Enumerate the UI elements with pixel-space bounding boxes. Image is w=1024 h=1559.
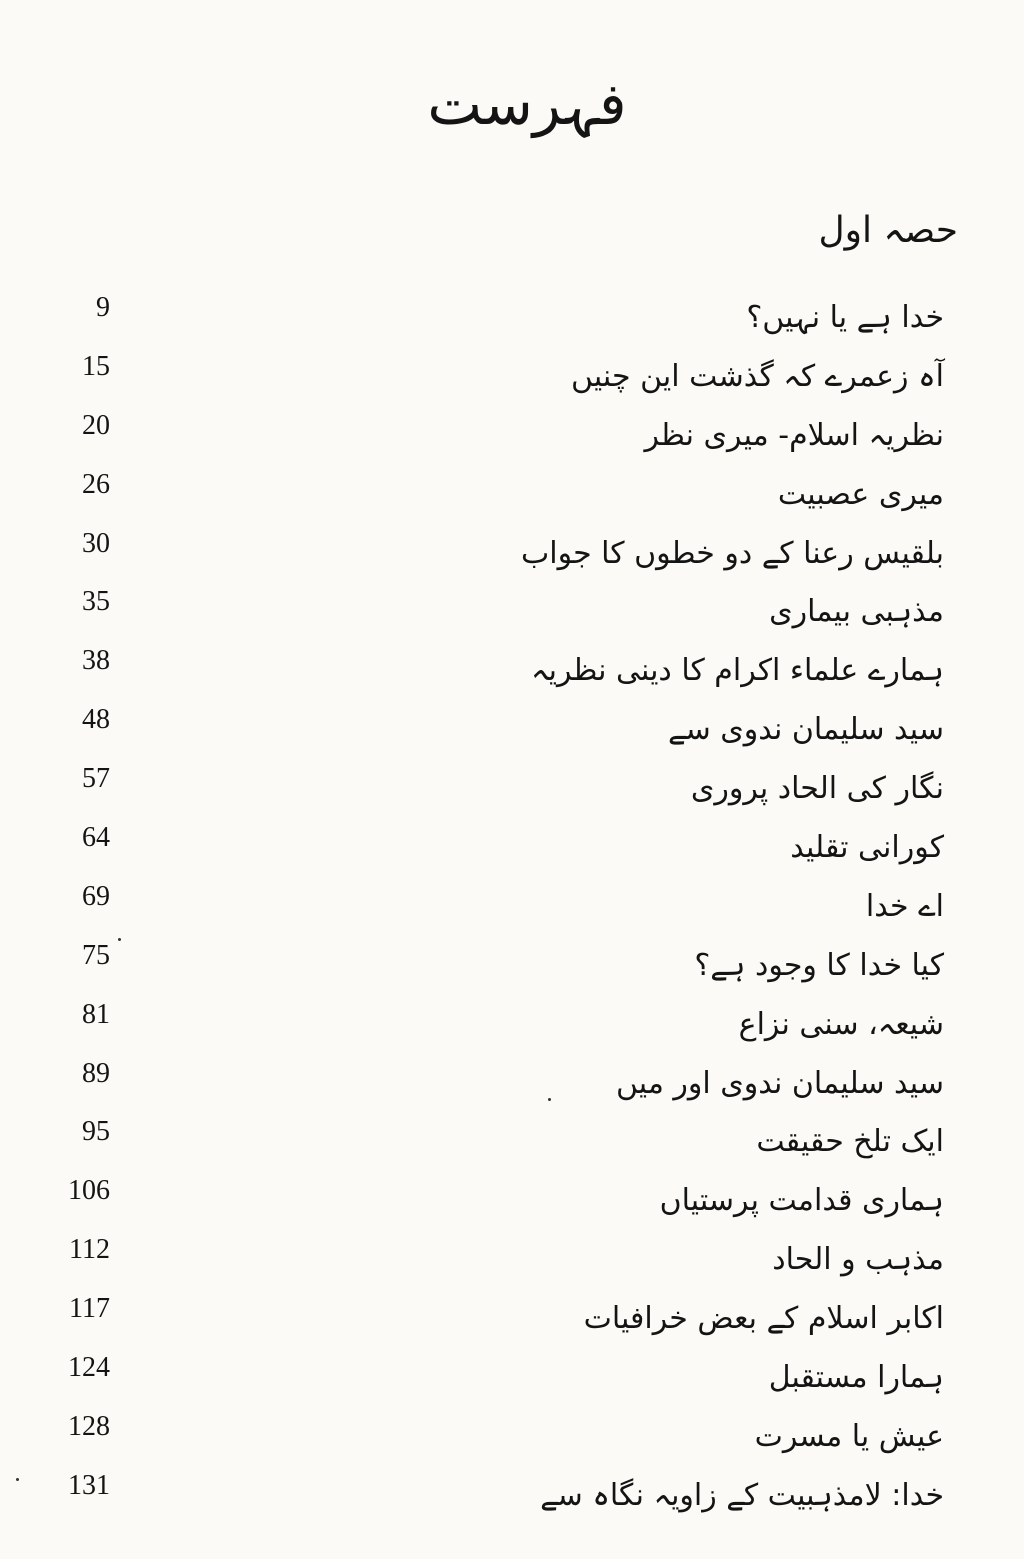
toc-entry-page: 30 — [82, 527, 110, 559]
toc-entry-page: 128 — [68, 1410, 110, 1442]
toc-entry — [0, 292, 1024, 351]
toc-entry — [0, 410, 1024, 469]
toc-entry-page: 20 — [82, 409, 110, 441]
toc-entry — [0, 999, 1024, 1058]
toc-entry-page: 89 — [82, 1057, 110, 1089]
toc-entry-title: نگار کی الحاد پروری — [690, 771, 944, 807]
toc-entry — [0, 704, 1024, 763]
toc-entry — [0, 645, 1024, 704]
toc-entry-title: سید سلیمان ندوی اور میں — [615, 1065, 944, 1101]
toc-entry-page: 64 — [82, 822, 110, 854]
toc-entry-title: ہمارا مستقبل — [768, 1360, 944, 1396]
toc-entry — [0, 881, 1024, 940]
toc-entry — [0, 586, 1024, 645]
page-title: فہرست — [427, 70, 627, 138]
toc-entry-title: خدا: لامذہبیت کے زاویہ نگاہ سے — [540, 1477, 944, 1513]
toc-entry — [0, 1470, 1024, 1529]
toc-entry-title: ایک تلخ حقیقت — [756, 1124, 944, 1160]
toc-entry-title: خدا ہے یا نہیں؟ — [746, 300, 944, 335]
toc-entry-page: 95 — [82, 1116, 110, 1148]
toc-entry-page: 9 — [96, 292, 110, 323]
toc-entry-title: کورانی تقلید — [790, 830, 944, 866]
scan-speck — [118, 938, 121, 941]
toc-entry — [0, 1175, 1024, 1234]
toc-entry — [0, 822, 1024, 881]
toc-entry-page: 106 — [68, 1175, 110, 1207]
toc-entry-page: 112 — [69, 1234, 110, 1266]
toc-entry — [0, 351, 1024, 410]
toc-entry — [0, 1058, 1024, 1117]
scan-speck — [548, 1098, 551, 1101]
toc-entry-title: مذہب و الحاد — [772, 1242, 944, 1278]
table-of-contents — [0, 292, 1024, 1529]
section-heading: حصہ اول — [818, 210, 958, 251]
toc-entry-page: 35 — [82, 586, 110, 618]
toc-entry-page: 124 — [68, 1352, 110, 1384]
toc-entry-title: نظریہ اسلام- میری نظر — [644, 417, 944, 453]
toc-entry — [0, 940, 1024, 999]
toc-entry-page: 117 — [69, 1293, 110, 1325]
toc-entry — [0, 1411, 1024, 1470]
toc-entry-title: مذہبی بیماری — [769, 594, 944, 630]
toc-entry-page: 38 — [82, 645, 110, 677]
toc-entry-title: شیعہ، سنی نزاع — [738, 1006, 944, 1042]
toc-entry — [0, 1116, 1024, 1175]
toc-entry — [0, 1234, 1024, 1293]
toc-entry-title: میری عصبیت — [777, 476, 944, 512]
toc-entry-title: اے خدا — [865, 888, 944, 924]
toc-entry-page: 81 — [82, 998, 110, 1030]
toc-entry-page: 69 — [82, 880, 110, 912]
toc-entry-title: کیا خدا کا وجود ہے؟ — [694, 947, 944, 983]
toc-entry-title: ہماری قدامت پرستیاں — [659, 1183, 944, 1219]
toc-entry-title: عیش یا مسرت — [754, 1418, 944, 1454]
toc-entry — [0, 528, 1024, 587]
scan-speck — [16, 1478, 19, 1481]
toc-entry-title: بلقیس رعنا کے دو خطوں کا جواب — [521, 535, 944, 571]
toc-entry-title: اکابر اسلام کے بعض خرافیات — [583, 1301, 944, 1337]
toc-entry — [0, 763, 1024, 822]
toc-entry-title: ہمارے علماء اکرام کا دینی نظریہ — [531, 653, 944, 689]
toc-entry-page: 57 — [82, 763, 110, 795]
toc-entry-page: 75 — [82, 939, 110, 971]
toc-entry-title: سید سلیمان ندوی سے — [668, 712, 944, 748]
toc-entry — [0, 1293, 1024, 1352]
toc-entry-page: 131 — [68, 1469, 110, 1501]
toc-entry-title: آہ زعمرے کہ گذشت این چنیں — [571, 358, 944, 394]
toc-entry-page: 15 — [82, 350, 110, 382]
toc-entry — [0, 1352, 1024, 1411]
toc-entry-page: 26 — [82, 468, 110, 500]
toc-entry — [0, 469, 1024, 528]
toc-entry-page: 48 — [82, 704, 110, 736]
